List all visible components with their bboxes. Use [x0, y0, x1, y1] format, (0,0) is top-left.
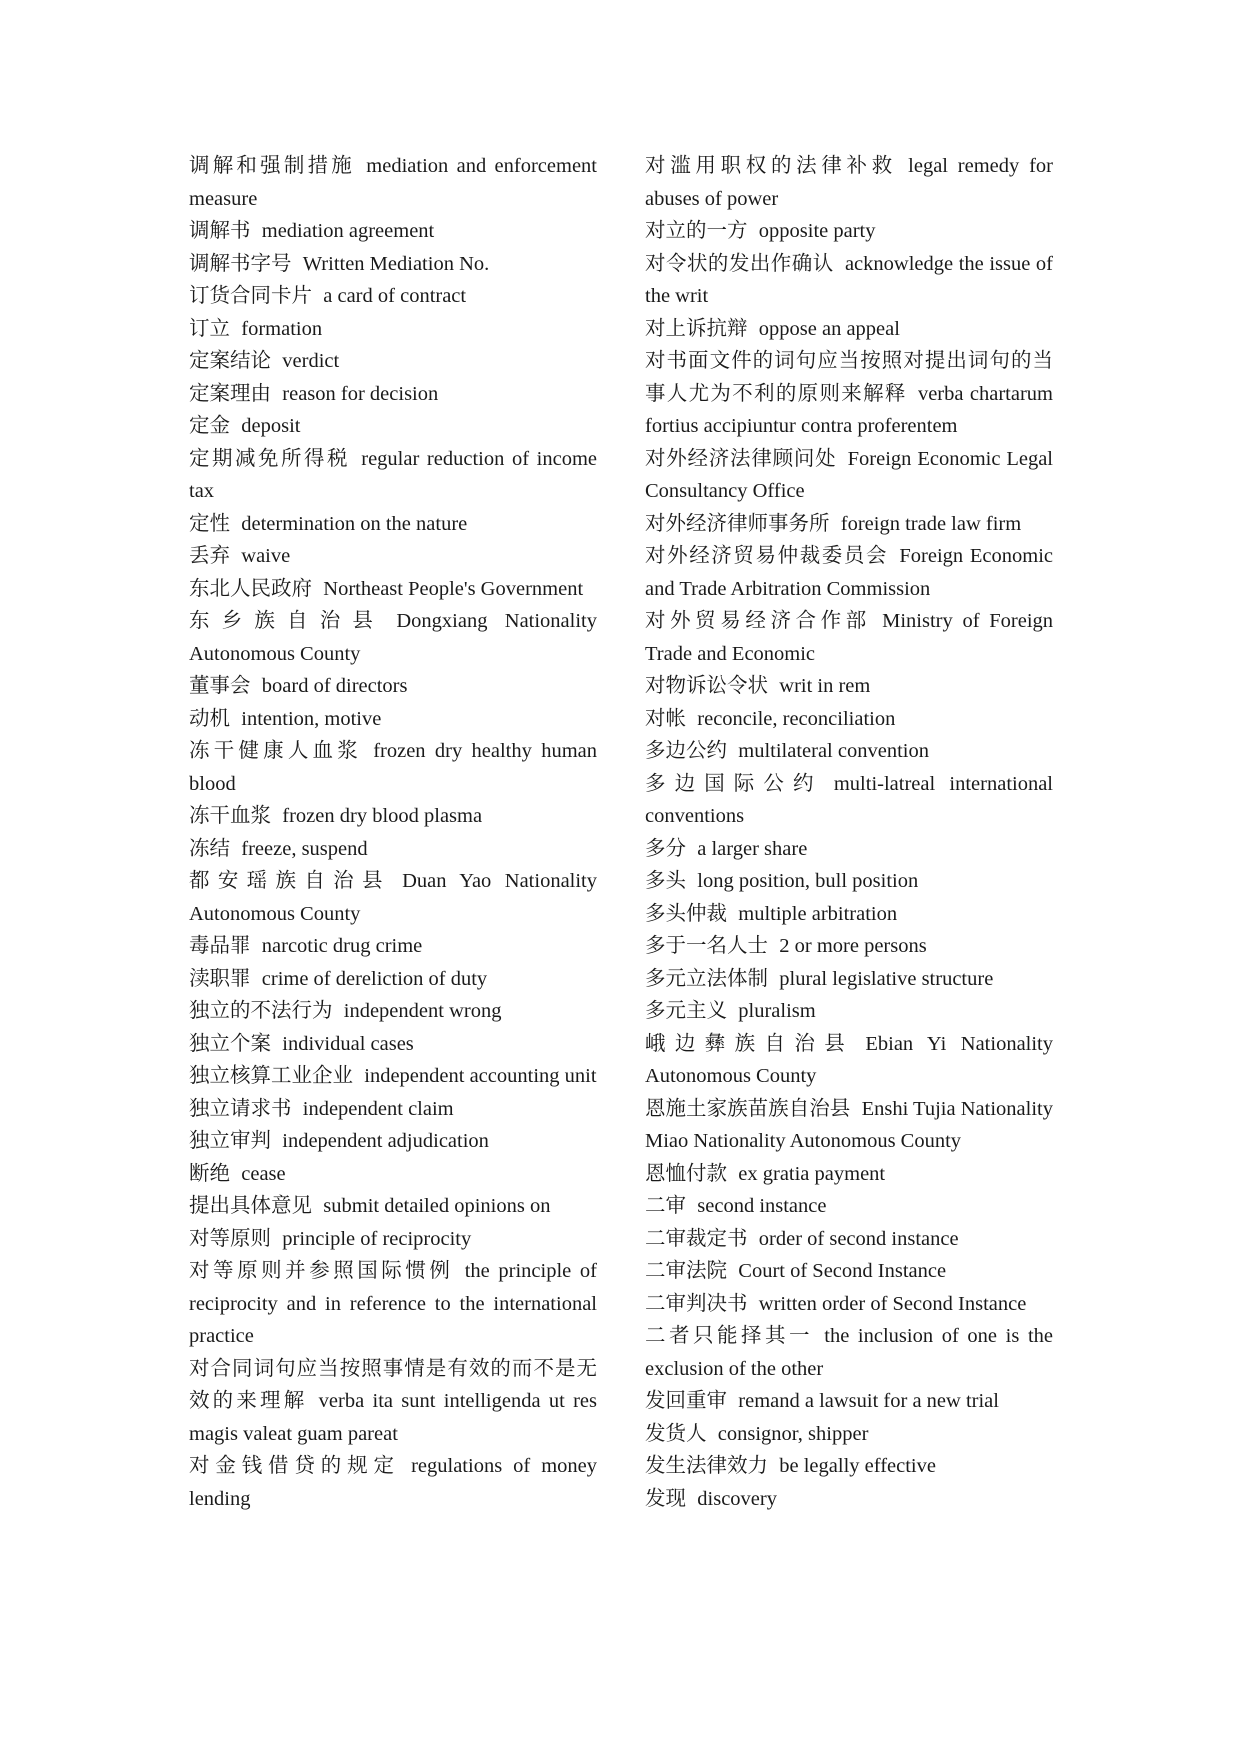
- english-translation: a larger share: [697, 837, 808, 860]
- chinese-term: 动机: [189, 707, 230, 730]
- english-translation: pluralism: [738, 1000, 816, 1022]
- chinese-term: 发现: [645, 1487, 686, 1510]
- english-translation: Duan Yao Nationality Autonomous County: [189, 870, 597, 925]
- list-item: [189, 150, 597, 215]
- english-translation: oppose an appeal: [758, 317, 900, 340]
- list-item: [645, 995, 1053, 1028]
- english-translation: remand a lawsuit for a new trial: [738, 1390, 999, 1412]
- english-translation: board of directors: [261, 675, 408, 697]
- english-translation: verdict: [282, 350, 340, 372]
- english-translation: Foreign Economic Legal Consultancy Office: [645, 447, 1053, 502]
- list-item: [189, 995, 597, 1028]
- chinese-term: 对滥用职权的法律补救: [645, 155, 897, 177]
- english-translation: a card of contract: [323, 285, 467, 307]
- english-translation: freeze, suspend: [241, 837, 368, 860]
- list-item: [645, 1483, 1053, 1516]
- list-item: [189, 280, 597, 313]
- english-translation: cease: [241, 1162, 286, 1185]
- english-translation: regular reduction of income tax: [189, 447, 597, 502]
- english-translation: opposite party: [758, 220, 876, 242]
- list-item: [189, 670, 597, 703]
- chinese-term: 对书面文件的词句应当按照对提出词句的当事人尤为不利的原则来解释: [645, 350, 1053, 405]
- chinese-term: 峨边彝族自治县: [645, 1032, 855, 1055]
- english-translation: legal remedy for abuses of power: [645, 155, 1053, 210]
- english-translation: frozen dry healthy human blood: [189, 740, 598, 795]
- english-translation: long position, bull position: [697, 870, 919, 892]
- english-translation: the inclusion of one is the exclusion of the other: [645, 1325, 1053, 1380]
- chinese-term: 二者只能择其一: [645, 1325, 813, 1347]
- list-item: [645, 248, 1053, 313]
- list-item: [645, 768, 1053, 833]
- chinese-term: 丢弃: [189, 545, 230, 567]
- chinese-term: 东乡族自治县: [189, 610, 386, 632]
- list-item: [189, 378, 597, 411]
- chinese-term: 多头: [645, 870, 686, 892]
- english-translation: Enshi Tujia Nationality Miao Nationality Autonomous County: [645, 1097, 1053, 1152]
- list-item: [189, 313, 597, 346]
- chinese-term: 多于一名人士: [645, 935, 768, 957]
- list-item: [645, 605, 1053, 670]
- english-translation: mediation and enforcement measure: [189, 155, 597, 210]
- chinese-term: 对等原则: [189, 1227, 271, 1250]
- english-translation: reconcile, reconciliation: [697, 707, 896, 730]
- list-item: [645, 215, 1053, 248]
- english-translation: determination on the nature: [241, 512, 468, 535]
- english-translation: multiple arbitration: [738, 902, 898, 925]
- chinese-term: 定案结论: [189, 350, 271, 372]
- english-translation: waive: [241, 545, 291, 567]
- chinese-term: 冻干血浆: [189, 805, 271, 827]
- list-item: [645, 150, 1053, 215]
- list-item: [645, 1190, 1053, 1223]
- list-item: [189, 1093, 597, 1126]
- english-translation: formation: [241, 317, 323, 340]
- list-item: [645, 313, 1053, 346]
- list-item: [645, 1288, 1053, 1321]
- list-item: [645, 443, 1053, 508]
- chinese-term: 独立审判: [189, 1130, 271, 1152]
- english-translation: narcotic drug crime: [261, 935, 423, 957]
- list-item: [645, 1223, 1053, 1256]
- list-item: [645, 1028, 1053, 1093]
- list-item: [645, 833, 1053, 866]
- right-column: [645, 150, 1053, 1515]
- chinese-term: 二审: [645, 1195, 686, 1217]
- list-item: [189, 1223, 597, 1256]
- english-translation: deposit: [241, 415, 301, 437]
- chinese-term: 都安瑶族自治县: [189, 870, 391, 892]
- list-item: [645, 540, 1053, 605]
- english-translation: verba ita sunt intelligenda ut res magis valeat guam pareat: [189, 1390, 598, 1445]
- english-translation: regulations of money lending: [189, 1455, 597, 1510]
- chinese-term: 多边国际公约: [645, 772, 823, 795]
- list-item: [645, 1093, 1053, 1158]
- chinese-term: 冻干健康人血浆: [189, 740, 362, 762]
- left-column: [189, 150, 597, 1515]
- english-translation: principle of reciprocity: [282, 1227, 472, 1250]
- list-item: [645, 735, 1053, 768]
- english-translation: be legally effective: [779, 1455, 936, 1477]
- english-translation: Northeast People's Government: [323, 577, 584, 600]
- chinese-term: 多元主义: [645, 1000, 727, 1022]
- english-translation: independent claim: [302, 1097, 454, 1120]
- english-translation: multi-latreal international conventions: [645, 772, 1054, 827]
- english-translation: Ebian Yi Nationality Autonomous County: [645, 1032, 1054, 1087]
- english-translation: mediation agreement: [261, 220, 435, 242]
- chinese-term: 对外贸易经济合作部: [645, 610, 871, 632]
- english-translation: acknowledge the issue of the writ: [645, 252, 1053, 307]
- english-translation: Foreign Economic and Trade Arbitration Commission: [645, 545, 1054, 600]
- list-item: [645, 1450, 1053, 1483]
- english-translation: writ in rem: [779, 675, 871, 697]
- chinese-term: 定性: [189, 512, 230, 535]
- chinese-term: 对上诉抗辩: [645, 317, 748, 340]
- chinese-term: 独立核算工业企业: [189, 1065, 353, 1087]
- list-item: [645, 1255, 1053, 1288]
- list-item: [189, 833, 597, 866]
- list-item: [645, 703, 1053, 736]
- list-item: [189, 540, 597, 573]
- list-item: [189, 930, 597, 963]
- english-translation: 2 or more persons: [779, 935, 927, 957]
- list-item: [645, 1158, 1053, 1191]
- list-item: [189, 800, 597, 833]
- english-translation: Written Mediation No.: [302, 252, 490, 275]
- english-translation: independent wrong: [343, 1000, 502, 1022]
- chinese-term: 定案理由: [189, 382, 271, 405]
- chinese-term: 恩恤付款: [645, 1162, 727, 1185]
- list-item: [645, 898, 1053, 931]
- chinese-term: 发货人: [645, 1422, 707, 1445]
- chinese-term: 对帐: [645, 707, 686, 730]
- english-translation: ex gratia payment: [738, 1162, 886, 1185]
- list-item: [189, 703, 597, 736]
- list-item: [645, 1418, 1053, 1451]
- english-translation: plural legislative structure: [779, 967, 994, 990]
- chinese-term: 二审判决书: [645, 1292, 748, 1315]
- chinese-term: 调解书: [189, 220, 251, 242]
- english-translation: foreign trade law firm: [840, 512, 1022, 535]
- chinese-term: 东北人民政府: [189, 577, 312, 600]
- list-item: [189, 248, 597, 281]
- chinese-term: 恩施土家族苗族自治县: [645, 1097, 851, 1120]
- chinese-term: 多头仲裁: [645, 902, 727, 925]
- chinese-term: 订立: [189, 317, 230, 340]
- list-item: [645, 1320, 1053, 1385]
- chinese-term: 提出具体意见: [189, 1195, 312, 1217]
- list-item: [645, 508, 1053, 541]
- list-item: [189, 735, 597, 800]
- english-translation: reason for decision: [282, 382, 439, 405]
- chinese-term: 对物诉讼令状: [645, 675, 768, 697]
- list-item: [189, 1125, 597, 1158]
- english-translation: submit detailed opinions on: [323, 1195, 551, 1217]
- list-item: [189, 345, 597, 378]
- list-item: [645, 1385, 1053, 1418]
- english-translation: crime of dereliction of duty: [261, 967, 488, 990]
- list-item: [189, 1450, 597, 1515]
- list-item: [645, 865, 1053, 898]
- chinese-term: 二审法院: [645, 1260, 727, 1282]
- list-item: [189, 605, 597, 670]
- chinese-term: 对等原则并参照国际惯例: [189, 1260, 454, 1282]
- chinese-term: 对合同词句应当按照事情是有效的而不是无效的来理解: [189, 1357, 597, 1412]
- chinese-term: 断绝: [189, 1162, 230, 1185]
- english-translation: Court of Second Instance: [738, 1260, 947, 1282]
- english-translation: independent accounting unit: [364, 1065, 597, 1087]
- list-item: [189, 1028, 597, 1061]
- chinese-term: 独立个案: [189, 1032, 271, 1055]
- chinese-term: 发生法律效力: [645, 1455, 768, 1477]
- english-translation: order of second instance: [758, 1227, 959, 1250]
- chinese-term: 多边公约: [645, 740, 727, 762]
- english-translation: discovery: [697, 1487, 777, 1510]
- english-translation: second instance: [697, 1195, 827, 1217]
- list-item: [189, 963, 597, 996]
- list-item: [189, 1060, 597, 1093]
- chinese-term: 对立的一方: [645, 220, 748, 242]
- list-item: [189, 508, 597, 541]
- english-translation: consignor, shipper: [717, 1422, 869, 1445]
- list-item: [189, 573, 597, 606]
- list-item: [189, 1158, 597, 1191]
- list-item: [189, 410, 597, 443]
- chinese-term: 董事会: [189, 675, 251, 697]
- chinese-term: 渎职罪: [189, 967, 251, 990]
- english-translation: written order of Second Instance: [758, 1292, 1027, 1315]
- chinese-term: 独立的不法行为: [189, 1000, 333, 1022]
- english-translation: Ministry of Foreign Trade and Economic: [645, 610, 1054, 665]
- chinese-term: 毒品罪: [189, 935, 251, 957]
- chinese-term: 二审裁定书: [645, 1227, 748, 1250]
- chinese-term: 对外经济贸易仲裁委员会: [645, 545, 889, 567]
- chinese-term: 对金钱借贷的规定: [189, 1455, 400, 1477]
- english-translation: frozen dry blood plasma: [282, 805, 483, 827]
- chinese-term: 对令状的发出作确认: [645, 252, 834, 275]
- chinese-term: 调解书字号: [189, 252, 292, 275]
- list-item: [189, 443, 597, 508]
- english-translation: the principle of reciprocity and in reference to the international practice: [189, 1260, 598, 1347]
- list-item: [189, 1190, 597, 1223]
- chinese-term: 多元立法体制: [645, 967, 768, 990]
- english-translation: Dongxiang Nationality Autonomous County: [189, 610, 597, 665]
- chinese-term: 对外经济律师事务所: [645, 512, 830, 535]
- chinese-term: 调解和强制措施: [189, 155, 356, 177]
- chinese-term: 定金: [189, 415, 230, 437]
- chinese-term: 独立请求书: [189, 1097, 292, 1120]
- list-item: [645, 930, 1053, 963]
- english-translation: intention, motive: [241, 707, 382, 730]
- list-item: [645, 963, 1053, 996]
- english-translation: independent adjudication: [282, 1130, 489, 1152]
- list-item: [645, 670, 1053, 703]
- chinese-term: 冻结: [189, 837, 230, 860]
- list-item: [189, 1255, 597, 1353]
- chinese-term: 定期减免所得税: [189, 447, 350, 470]
- list-item: [189, 1353, 597, 1451]
- chinese-term: 多分: [645, 837, 686, 860]
- list-item: [189, 215, 597, 248]
- chinese-term: 对外经济法律顾问处: [645, 447, 837, 470]
- english-translation: verba chartarum fortius accipiuntur contra proferentem: [645, 382, 1054, 437]
- list-item: [645, 345, 1053, 443]
- list-item: [189, 865, 597, 930]
- english-translation: multilateral convention: [738, 740, 929, 762]
- chinese-term: 发回重审: [645, 1390, 727, 1412]
- english-translation: individual cases: [282, 1032, 414, 1055]
- chinese-term: 订货合同卡片: [189, 285, 312, 307]
